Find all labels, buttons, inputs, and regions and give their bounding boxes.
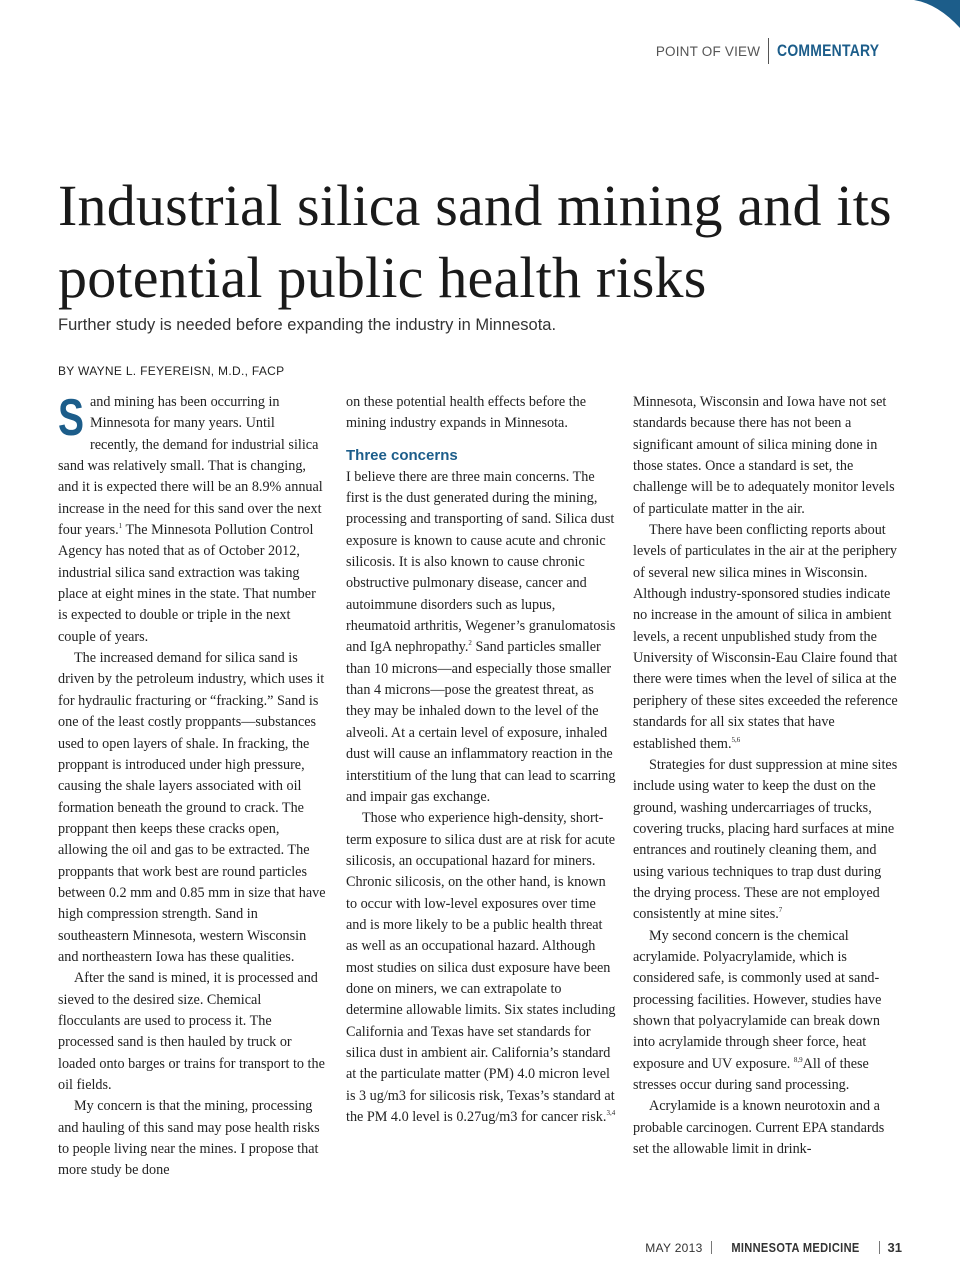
reference-marker: 1 [118, 522, 123, 531]
section-divider [768, 38, 769, 64]
corner-decoration [900, 0, 960, 30]
reference-marker: 8,9 [793, 1055, 803, 1064]
column-1 [58, 389, 326, 1182]
paragraph-text: My second concern is the chemical acrylamide. Polyacrylamide, which is considered safe, is commonly used at sand-processing facilities. However, studies have shown that polyacrylamide can break down into acrylamide through sheer force, heat exposure and UV exposure. [633, 927, 882, 1072]
paragraph-text: All of these stresses occur during sand processing. [633, 1055, 869, 1093]
paragraph-text: I believe there are three main concerns. The first is the dust generated during the mining, processing and transporting of sand. Silica dust exposure is known to cause acute and chronic silicosis. It is also known to cause chronic obstructive pulmonary disease, cancer and autoimmune disorders such as lupus, rheumatoid arthritis, Wegener’s granulomatosis and IgA nephropathy. [346, 468, 616, 656]
section-label: POINT OF VIEW [655, 43, 761, 59]
footer-divider [879, 1241, 880, 1254]
paragraph: on these potential health effects before the mining industry expands in Minnesota. [346, 394, 587, 432]
page-footer [645, 1240, 902, 1255]
paragraph: Minnesota, Wisconsin and Iowa have not set standards because there has not been a significant amount of silica mining done in those states. Once a standard is set, the challenge will be to adequately monitor levels of particulate matter in the air. [633, 394, 895, 517]
reference-marker: 2 [468, 639, 472, 648]
paragraph [346, 467, 616, 809]
paragraph [346, 808, 616, 1128]
reference-marker: 7 [778, 906, 783, 915]
paragraph-text: Those who experience high-density, short-term exposure to silica dust are at risk for acute silicosis, an occupational hazard for miners. Chronic silicosis, on the other hand, is known to occur with low-level exposures over time and is more likely to be a public health threat as well as an occupational hazard. Although most studies on silica dust exposure have been done on miners, we can extrapolate to determine allowable limits. Six states including California and Texas have set standards for silica dust in ambient air. California’s standard at the particulate matter (PM) 4.0 micron level is 3 ug/m3 for silicosis risk, Texas’s standard at the PM 4.0 level is 0.27ug/m3 for cancer risk. [346, 810, 616, 1125]
paragraph [633, 520, 901, 755]
paragraph: My concern is that the mining, processing and hauling of this sand may pose health risks to people living near the mines. I propose that more study be done [58, 1098, 320, 1179]
paragraph: The increased demand for silica sand is driven by the petroleum industry, which uses it for hydraulic fracturing or “fracking.” Sand is one of the least costly proppants—substances used to open layers of shale. In fracking, the proppant is introduced under high pressure, causing the shale layers associated with oil formation beneath the ground to crack. The proppant then keeps these cracks open, allowing the oil and gas to be extracted. The proppants that work best are round particles between 0.2 mm and 0.85 mm in size that have high compression strength. Sand in southeastern Minnesota, western Wisconsin and northeastern Iowa has these qualities. [58, 650, 326, 965]
article-title: Industrial silica sand mining and its potential public health risks [58, 173, 892, 310]
paragraph-text: and mining has been occurring in Minnesota for many years. Until recently, the demand for industrial silica sand was relatively small. That is changing, and it is expected there will be an 8.9% annual increase in the need for this sand over the next four years. [58, 394, 323, 539]
paragraph [633, 755, 901, 926]
section-header [656, 38, 902, 64]
paragraph-text: Strategies for dust suppression at mine sites include using water to keep the dust on the ground, washing undercarriages of trucks, covering trucks, placing hard surfaces at mine entrances and routinely cleaning them, and using various techniques to trap dust during the drying process. These are not employed consistently at mine sites. [633, 756, 898, 923]
byline: BY WAYNE L. FEYEREISN, M.D., FACP [58, 364, 285, 378]
footer-divider [711, 1241, 712, 1254]
reference-marker: 3,4 [606, 1109, 616, 1117]
magazine-name: MINNESOTA MEDICINE [730, 1240, 860, 1255]
paragraph-text: Sand particles smaller than 10 microns—and especially those smaller than 4 microns—pose the greatest threat, as they may be inhaled down to the level of the alveoli. At a certain level of exposure, inhaled dust will cause an inflammatory reaction in the interstitium of the lung that can lead to scarring and impair gas exchange. [346, 639, 616, 805]
article-subtitle: Further study is needed before expanding the industry in Minnesota. [58, 316, 557, 334]
paragraph-text: There have been conflicting reports about levels of particulates in the air at the periphery of several new silica mines in Wisconsin. Although industry-sponsored studies indicate no increase in the amount of silica in ambient levels, a recent unpublished study from the University of Wisconsin-Eau Claire found that there were times when the level of silica at the periphery of these sites exceeded the reference standards for all six states that have established them. [633, 522, 898, 752]
paragraph-text: The Minnesota Pollution Control Agency has noted that as of October 2012, industrial silica sand extraction was taking place at eight mines in the state. That number is expected to double or triple in the next couple of years. [58, 522, 316, 645]
page-number: 31 [887, 1240, 902, 1255]
paragraph [58, 389, 326, 648]
section-subheading: Three concerns [346, 446, 458, 464]
issue-date: MAY 2013 [645, 1240, 703, 1255]
paragraph [633, 926, 901, 1097]
reference-marker: 5,6 [731, 735, 741, 744]
paragraph: Acrylamide is a known neurotoxin and a probable carcinogen. Current EPA standards set the allowable limit in drink- [633, 1098, 885, 1158]
column-2 [346, 392, 616, 1128]
paragraph: After the sand is mined, it is processed and sieved to the desired size. Chemical flocculants are used to process it. The processed sand is then hauled by truck or loaded onto barges or trains for transport to the oil fields. [58, 970, 325, 1093]
section-name: COMMENTARY [777, 41, 880, 60]
column-3 [633, 392, 901, 1160]
drop-cap: S [58, 389, 85, 447]
